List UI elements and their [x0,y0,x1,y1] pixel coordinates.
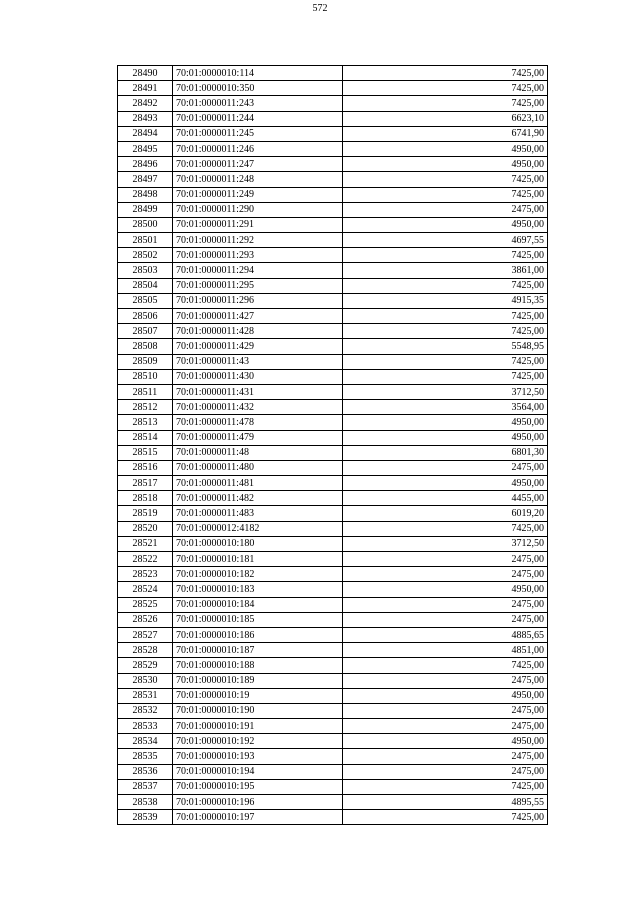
table-row [118,324,548,339]
cadastral-number-cell: 70:01:0000011:483 [173,506,343,521]
row-number-cell: 28509 [118,354,173,369]
row-number-cell: 28503 [118,263,173,278]
registry-table [117,65,548,825]
value-cell: 7425,00 [343,354,548,369]
value-cell: 2475,00 [343,673,548,688]
cadastral-number-cell: 70:01:0000010:185 [173,612,343,627]
row-number-cell: 28498 [118,187,173,202]
value-cell: 6801,30 [343,445,548,460]
value-cell: 2475,00 [343,719,548,734]
table-row [118,233,548,248]
value-cell: 2475,00 [343,749,548,764]
cadastral-number-cell: 70:01:0000011:482 [173,491,343,506]
cadastral-number-cell: 70:01:0000011:244 [173,111,343,126]
value-cell: 2475,00 [343,552,548,567]
cadastral-number-cell: 70:01:0000011:295 [173,278,343,293]
row-number-cell: 28525 [118,597,173,612]
cadastral-number-cell: 70:01:0000011:294 [173,263,343,278]
value-cell: 3712,50 [343,536,548,551]
value-cell: 2475,00 [343,460,548,475]
row-number-cell: 28518 [118,491,173,506]
cadastral-number-cell: 70:01:0000010:194 [173,764,343,779]
cadastral-number-cell: 70:01:0000012:4182 [173,521,343,536]
value-cell: 4950,00 [343,157,548,172]
cadastral-number-cell: 70:01:0000010:190 [173,703,343,718]
cadastral-number-cell: 70:01:0000010:19 [173,688,343,703]
cadastral-number-cell: 70:01:0000011:292 [173,233,343,248]
cadastral-number-cell: 70:01:0000010:187 [173,643,343,658]
table-row [118,703,548,718]
table-row [118,384,548,399]
row-number-cell: 28517 [118,476,173,491]
value-cell: 7425,00 [343,779,548,794]
cadastral-number-cell: 70:01:0000010:191 [173,719,343,734]
table-row [118,460,548,475]
cadastral-number-cell: 70:01:0000011:243 [173,96,343,111]
row-number-cell: 28495 [118,141,173,156]
table-row [118,66,548,81]
cadastral-number-cell: 70:01:0000010:196 [173,795,343,810]
value-cell: 4950,00 [343,141,548,156]
value-cell: 7425,00 [343,96,548,111]
cadastral-number-cell: 70:01:0000010:195 [173,779,343,794]
row-number-cell: 28530 [118,673,173,688]
row-number-cell: 28511 [118,384,173,399]
value-cell: 7425,00 [343,81,548,96]
table-row [118,126,548,141]
row-number-cell: 28536 [118,764,173,779]
table-row [118,309,548,324]
table-row [118,172,548,187]
table-row [118,643,548,658]
value-cell: 4950,00 [343,476,548,491]
row-number-cell: 28499 [118,202,173,217]
table-row [118,96,548,111]
cadastral-number-cell: 70:01:0000011:48 [173,445,343,460]
value-cell: 2475,00 [343,703,548,718]
table-row [118,506,548,521]
cadastral-number-cell: 70:01:0000011:432 [173,400,343,415]
value-cell: 6741,90 [343,126,548,141]
cadastral-number-cell: 70:01:0000011:291 [173,217,343,232]
table-row [118,339,548,354]
table-row [118,612,548,627]
value-cell: 7425,00 [343,369,548,384]
value-cell: 4455,00 [343,491,548,506]
value-cell: 7425,00 [343,658,548,673]
table-row [118,536,548,551]
table-row [118,202,548,217]
row-number-cell: 28500 [118,217,173,232]
table-row [118,400,548,415]
value-cell: 4885,65 [343,627,548,642]
value-cell: 4851,00 [343,643,548,658]
table-row [118,491,548,506]
cadastral-number-cell: 70:01:0000010:350 [173,81,343,96]
cadastral-number-cell: 70:01:0000011:428 [173,324,343,339]
row-number-cell: 28529 [118,658,173,673]
table-row [118,658,548,673]
table-row [118,719,548,734]
table-row [118,734,548,749]
value-cell: 2475,00 [343,764,548,779]
cadastral-number-cell: 70:01:0000010:183 [173,582,343,597]
row-number-cell: 28521 [118,536,173,551]
row-number-cell: 28491 [118,81,173,96]
cadastral-number-cell: 70:01:0000011:429 [173,339,343,354]
value-cell: 5548,95 [343,339,548,354]
row-number-cell: 28538 [118,795,173,810]
row-number-cell: 28502 [118,248,173,263]
table-row [118,552,548,567]
value-cell: 7425,00 [343,66,548,81]
row-number-cell: 28505 [118,293,173,308]
cadastral-number-cell: 70:01:0000011:478 [173,415,343,430]
cadastral-number-cell: 70:01:0000011:290 [173,202,343,217]
table-row [118,278,548,293]
page-number: 572 [312,3,328,14]
row-number-cell: 28497 [118,172,173,187]
table-row [118,582,548,597]
row-number-cell: 28519 [118,506,173,521]
row-number-cell: 28531 [118,688,173,703]
row-number-cell: 28494 [118,126,173,141]
row-number-cell: 28535 [118,749,173,764]
table-row [118,810,548,825]
value-cell: 4895,55 [343,795,548,810]
cadastral-number-cell: 70:01:0000011:245 [173,126,343,141]
cadastral-number-cell: 70:01:0000011:480 [173,460,343,475]
table-row [118,779,548,794]
value-cell: 2475,00 [343,202,548,217]
row-number-cell: 28512 [118,400,173,415]
row-number-cell: 28534 [118,734,173,749]
row-number-cell: 28528 [118,643,173,658]
value-cell: 7425,00 [343,187,548,202]
table-row [118,354,548,369]
table-row [118,111,548,126]
value-cell: 7425,00 [343,172,548,187]
cadastral-number-cell: 70:01:0000010:181 [173,552,343,567]
table-row [118,597,548,612]
row-number-cell: 28504 [118,278,173,293]
cadastral-number-cell: 70:01:0000011:43 [173,354,343,369]
cadastral-number-cell: 70:01:0000011:293 [173,248,343,263]
row-number-cell: 28532 [118,703,173,718]
value-cell: 4950,00 [343,688,548,703]
row-number-cell: 28523 [118,567,173,582]
value-cell: 4950,00 [343,430,548,445]
table-row [118,263,548,278]
cadastral-number-cell: 70:01:0000010:180 [173,536,343,551]
table-row [118,521,548,536]
cadastral-number-cell: 70:01:0000010:184 [173,597,343,612]
row-number-cell: 28514 [118,430,173,445]
value-cell: 2475,00 [343,567,548,582]
value-cell: 2475,00 [343,597,548,612]
cadastral-number-cell: 70:01:0000010:193 [173,749,343,764]
cadastral-number-cell: 70:01:0000011:481 [173,476,343,491]
row-number-cell: 28520 [118,521,173,536]
row-number-cell: 28516 [118,460,173,475]
value-cell: 3564,00 [343,400,548,415]
cadastral-number-cell: 70:01:0000011:249 [173,187,343,202]
row-number-cell: 28508 [118,339,173,354]
table-row [118,445,548,460]
cadastral-number-cell: 70:01:0000010:188 [173,658,343,673]
table-row [118,764,548,779]
table-row [118,187,548,202]
table-row [118,248,548,263]
value-cell: 4950,00 [343,415,548,430]
value-cell: 3712,50 [343,384,548,399]
cadastral-number-cell: 70:01:0000011:427 [173,309,343,324]
cadastral-number-cell: 70:01:0000011:431 [173,384,343,399]
row-number-cell: 28493 [118,111,173,126]
value-cell: 7425,00 [343,248,548,263]
table-row [118,567,548,582]
row-number-cell: 28533 [118,719,173,734]
value-cell: 7425,00 [343,309,548,324]
table-row [118,81,548,96]
value-cell: 4697,55 [343,233,548,248]
value-cell: 6623,10 [343,111,548,126]
cadastral-number-cell: 70:01:0000011:246 [173,141,343,156]
row-number-cell: 28510 [118,369,173,384]
row-number-cell: 28527 [118,627,173,642]
table-row [118,293,548,308]
value-cell: 4950,00 [343,217,548,232]
row-number-cell: 28513 [118,415,173,430]
table-row [118,415,548,430]
value-cell: 7425,00 [343,810,548,825]
cadastral-number-cell: 70:01:0000010:186 [173,627,343,642]
row-number-cell: 28515 [118,445,173,460]
row-number-cell: 28526 [118,612,173,627]
value-cell: 7425,00 [343,521,548,536]
row-number-cell: 28506 [118,309,173,324]
cadastral-number-cell: 70:01:0000010:114 [173,66,343,81]
table-row [118,476,548,491]
cadastral-number-cell: 70:01:0000011:479 [173,430,343,445]
table-row [118,141,548,156]
cadastral-number-cell: 70:01:0000010:192 [173,734,343,749]
value-cell: 7425,00 [343,278,548,293]
table-row [118,157,548,172]
value-cell: 4915,35 [343,293,548,308]
row-number-cell: 28501 [118,233,173,248]
table-row [118,627,548,642]
row-number-cell: 28490 [118,66,173,81]
row-number-cell: 28522 [118,552,173,567]
table-row [118,217,548,232]
registry-table-body [118,66,548,825]
cadastral-number-cell: 70:01:0000010:189 [173,673,343,688]
row-number-cell: 28524 [118,582,173,597]
table-row [118,673,548,688]
table-row [118,688,548,703]
cadastral-number-cell: 70:01:0000011:296 [173,293,343,308]
row-number-cell: 28492 [118,96,173,111]
table-row [118,430,548,445]
value-cell: 2475,00 [343,612,548,627]
cadastral-number-cell: 70:01:0000010:197 [173,810,343,825]
value-cell: 6019,20 [343,506,548,521]
cadastral-number-cell: 70:01:0000010:182 [173,567,343,582]
cadastral-number-cell: 70:01:0000011:430 [173,369,343,384]
row-number-cell: 28496 [118,157,173,172]
value-cell: 7425,00 [343,324,548,339]
table-row [118,795,548,810]
row-number-cell: 28537 [118,779,173,794]
value-cell: 4950,00 [343,734,548,749]
cadastral-number-cell: 70:01:0000011:248 [173,172,343,187]
cadastral-number-cell: 70:01:0000011:247 [173,157,343,172]
value-cell: 4950,00 [343,582,548,597]
table-row [118,369,548,384]
row-number-cell: 28539 [118,810,173,825]
table-row [118,749,548,764]
value-cell: 3861,00 [343,263,548,278]
row-number-cell: 28507 [118,324,173,339]
